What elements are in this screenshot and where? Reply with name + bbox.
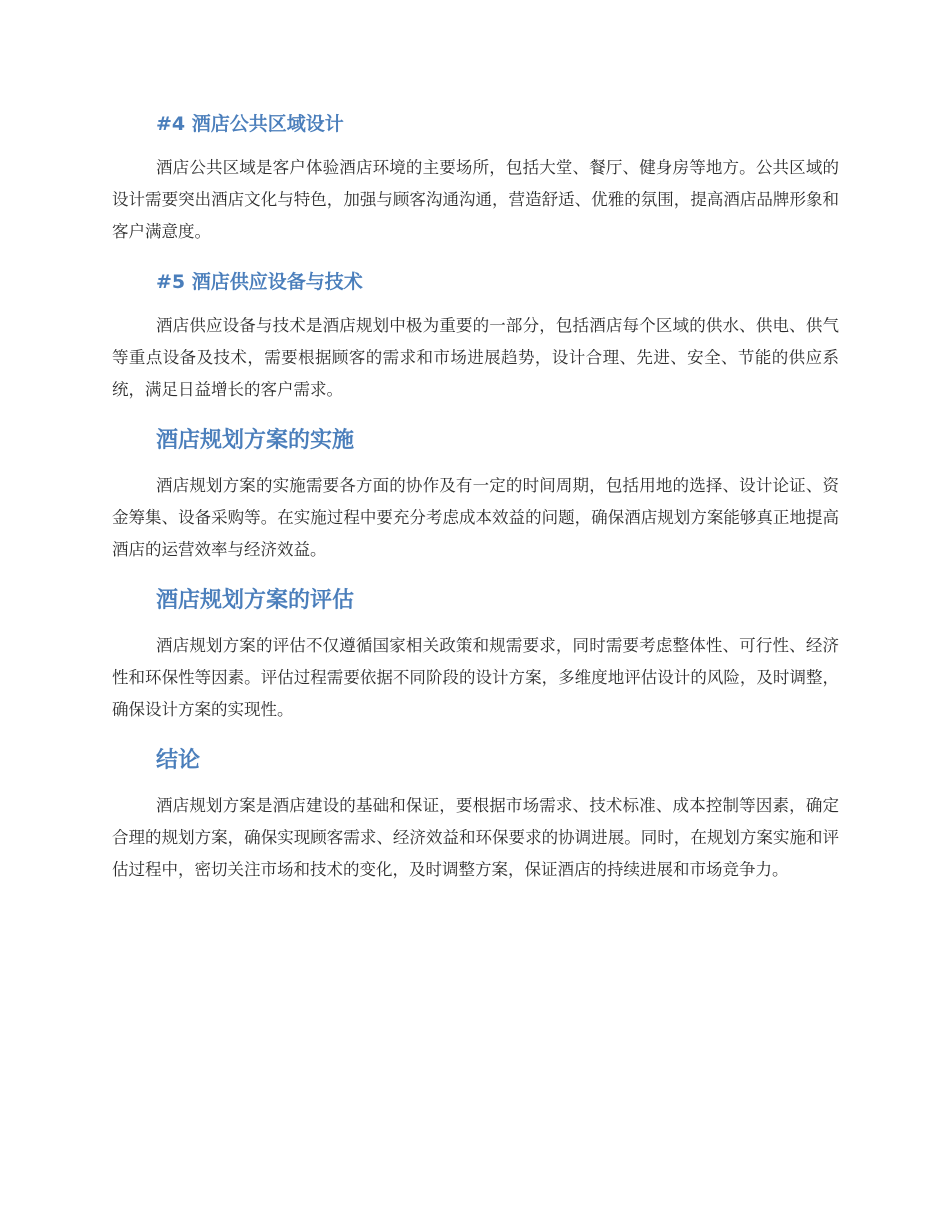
section-body-public-area: 酒店公共区域是客户体验酒店环境的主要场所，包括大堂、餐厅、健身房等地方。公共区域的设计需要突出酒店文化与特色，加强与顾客沟通沟通，营造舒适、优雅的氛围，提高酒店品牌形象和客户满意度。: [112, 158, 839, 241]
section-body-supply-equipment: 酒店供应设备与技术是酒店规划中极为重要的一部分，包括酒店每个区域的供水、供电、供气等重点设备及技术，需要根据顾客的需求和市场进展趋势，设计合理、先进、安全、节能的供应系统，满足日益增长的客户需求。: [112, 316, 839, 399]
document-content: [112, 100, 839, 896]
section-body-implementation: 酒店规划方案的实施需要各方面的协作及有一定的时间周期，包括用地的选择、设计论证、资金筹集、设备采购等。在实施过程中要充分考虑成本效益的问题，确保酒店规划方案能够真正地提高酒店的运营效率与经济效益。: [112, 476, 839, 559]
section-heading-evaluation: 酒店规划方案的评估: [156, 588, 355, 613]
section-heading-implementation: 酒店规划方案的实施: [156, 428, 355, 453]
section-heading-conclusion: 结论: [156, 748, 201, 773]
section-heading-public-area: #4 酒店公共区域设计: [156, 113, 344, 135]
section-heading-supply-equipment: #5 酒店供应设备与技术: [156, 271, 363, 293]
section-body-evaluation: 酒店规划方案的评估不仅遵循国家相关政策和规需要求，同时需要考虑整体性、可行性、经济性和环保性等因素。评估过程需要依据不同阶段的设计方案，多维度地评估设计的风险，及时调整，确保设计方案的实现性。: [112, 636, 839, 719]
section-body-conclusion: 酒店规划方案是酒店建设的基础和保证，要根据市场需求、技术标准、成本控制等因素，确定合理的规划方案，确保实现顾客需求、经济效益和环保要求的协调进展。同时，在规划方案实施和评估过程中，密切关注市场和技术的变化，及时调整方案，保证酒店的持续进展和市场竞争力。: [112, 796, 839, 879]
